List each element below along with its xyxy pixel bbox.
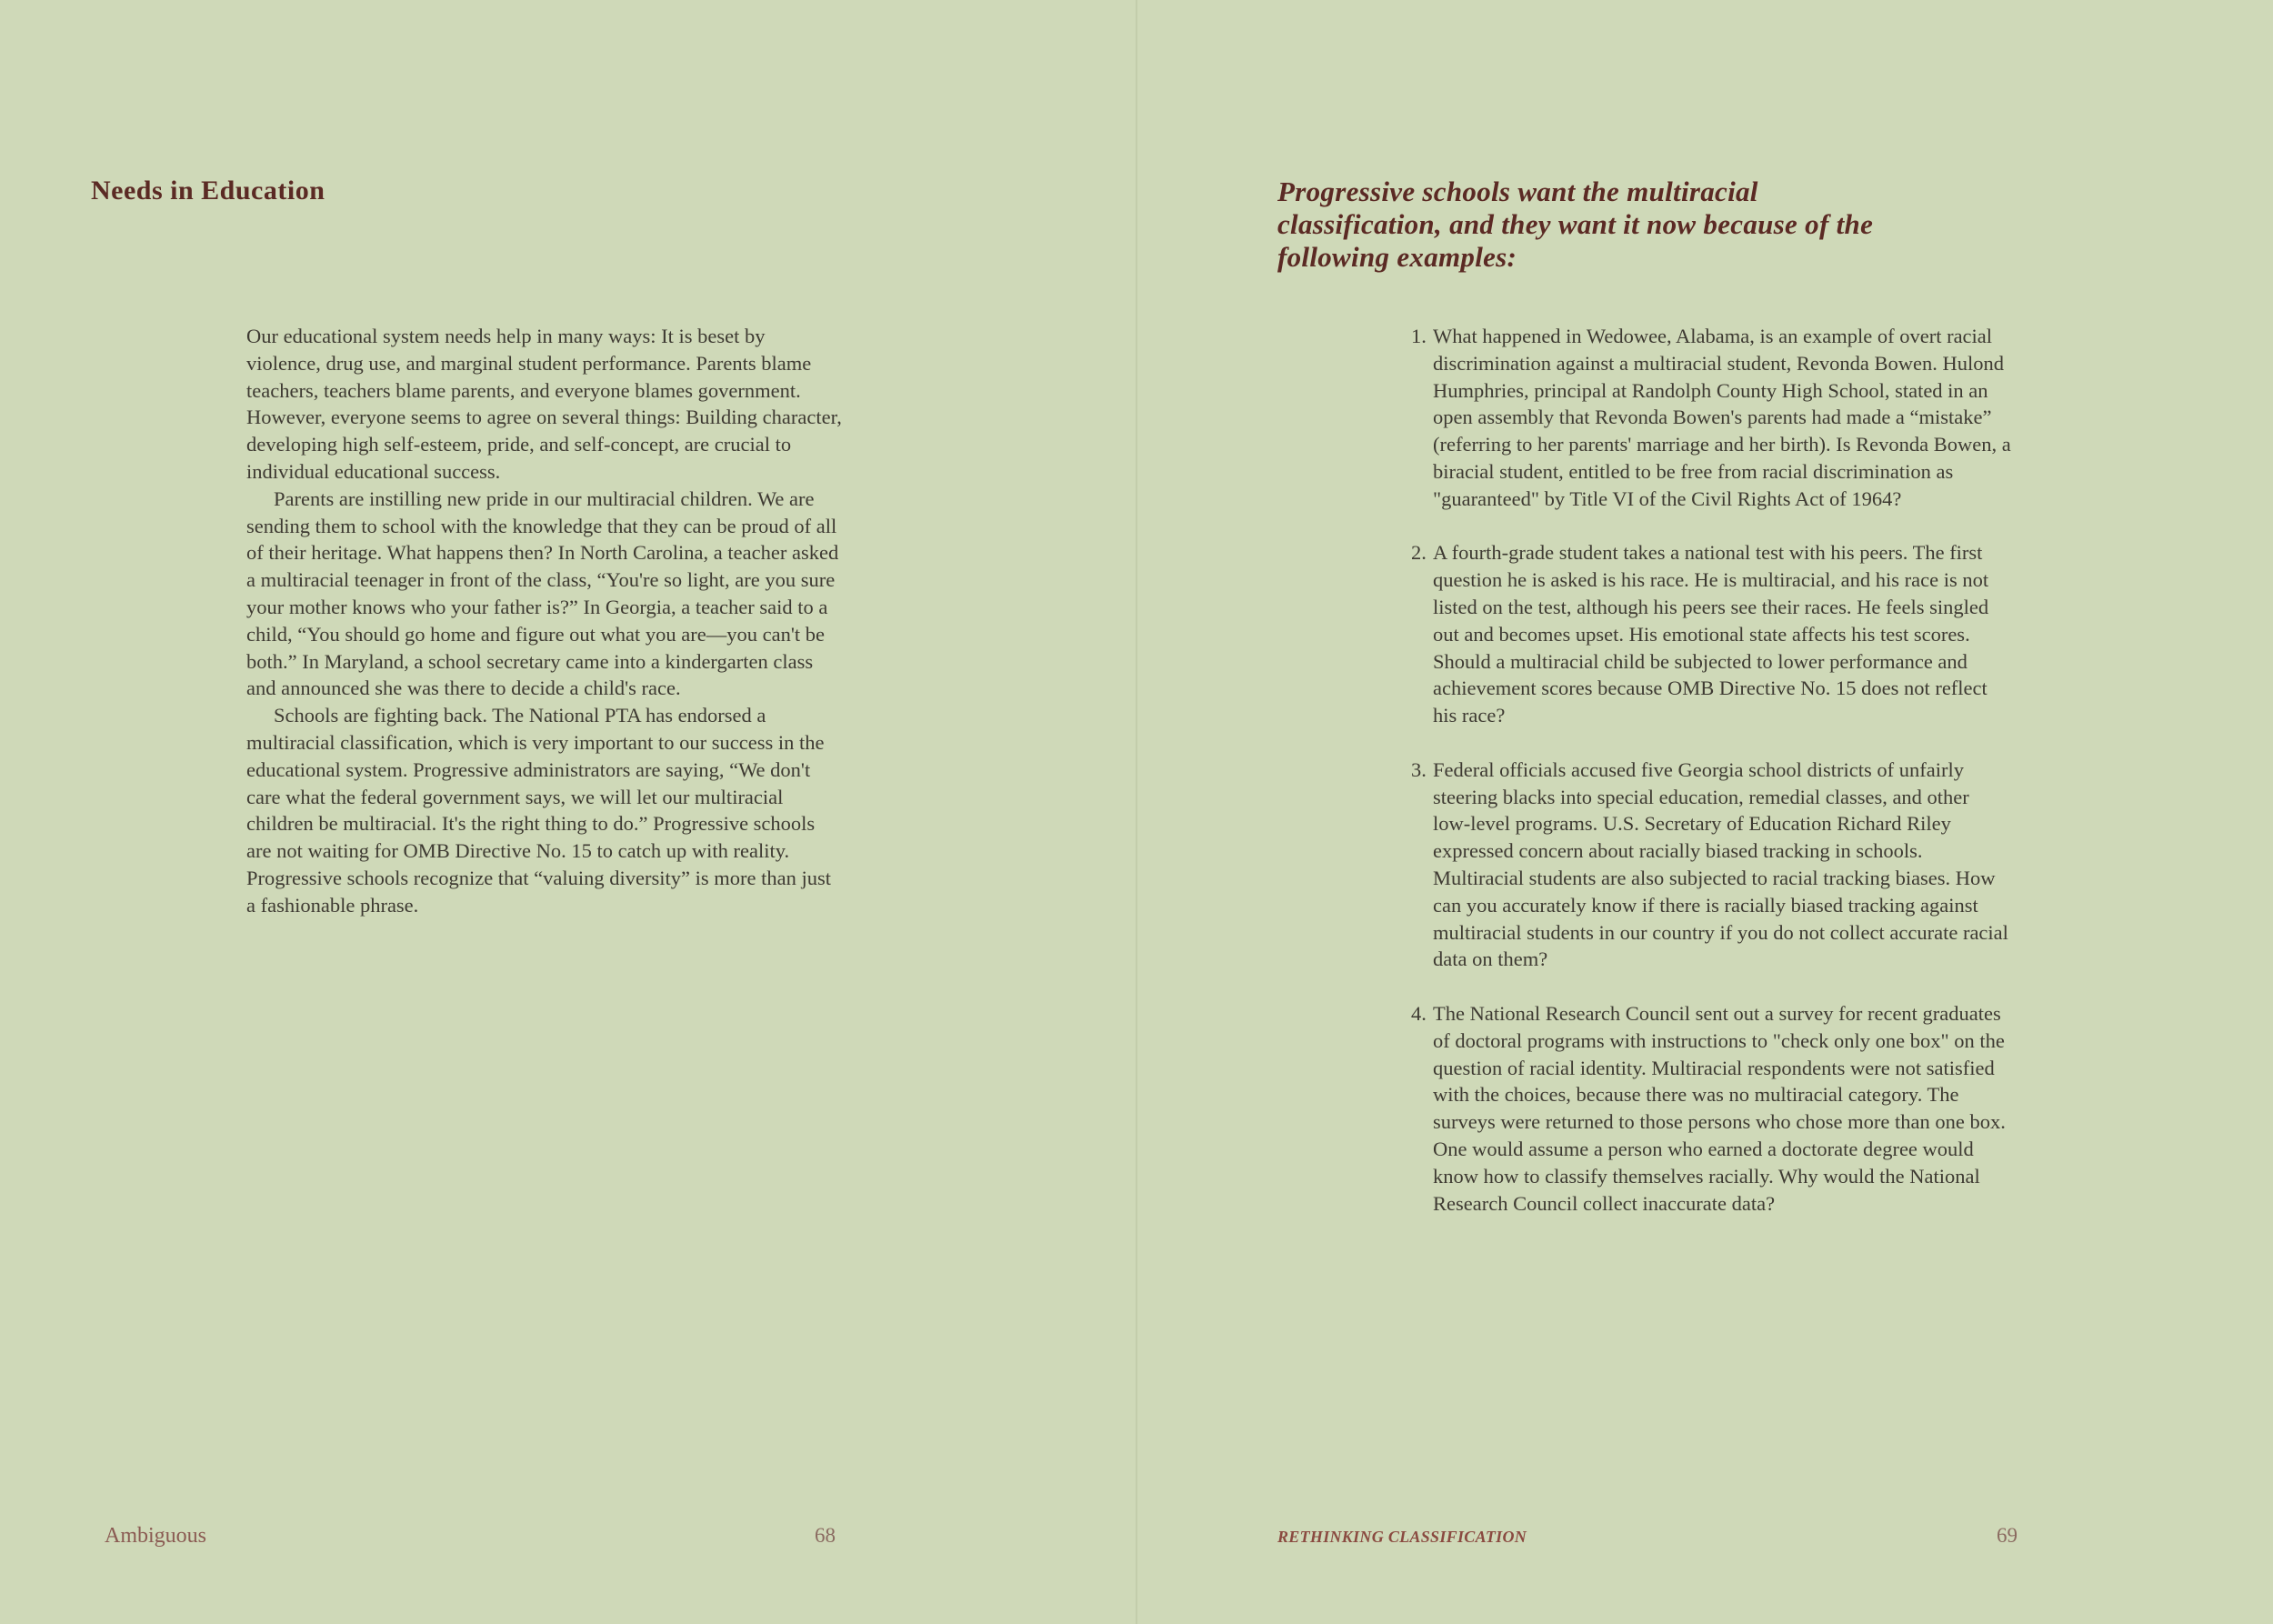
- list-number: 3.: [1411, 757, 1427, 781]
- paragraph: Parents are instilling new pride in our multiracial children. We are sending them to school with the knowledge that they can be proud of all of their heritage. What happens then? In North Carolina, a teacher asked a multiracial teenager in front of the class, “You're so light, are you sure your mother knows who your father is?” In Georgia, a teacher said to a child, “You should go home and figure out what you are—you can't be both.” In Maryland, a school secretary came into a kindergarten class and announced she was there to decide a child's race.: [246, 486, 839, 700]
- left-page: [0, 0, 1136, 1624]
- list-number: 4.: [1411, 1001, 1427, 1025]
- page-number: 69: [1997, 1524, 2018, 1547]
- list-item: [1411, 757, 2011, 973]
- list-text: What happened in Wedowee, Alabama, is an example of overt racial discrimination against a multiracial student, Revonda Bowen. Hulond Humphries, principal at Randolph County High School, stated in an open assembly that Revonda Bowen's parents had made a “mistake” (referring to her parents' marriage and her birth). Is Revonda Bowen, a biracial student, entitled to be free from racial discrimination as "guaranteed" by Title VI of the Civil Rights Act of 1964?: [1433, 325, 2011, 510]
- list-text: The National Research Council sent out a survey for recent graduates of doctoral programs with instructions to "check only one box" on the question of racial identity. Multiracial respondents were not satisfied with the choices, because there was no multiracial category. The surveys were returned to those persons who chose more than one box. One would assume a person who earned a doctorate degree would know how to classify themselves racially. Why would the National Research Council collect inaccurate data?: [1433, 1001, 2006, 1215]
- example-list: [1411, 323, 2011, 1244]
- paragraph: Schools are fighting back. The National PTA has endorsed a multiracial classification, which is very important to our success in the educational system. Progressive administrators are saying, “We don't care what the federal government says, we will let our multiracial children be multiracial. It's the right thing to do.” Progressive schools are not waiting for OMB Directive No. 15 to catch up with reality. Progressive schools recognize that “valuing diversity” is more than just a fashionable phrase.: [246, 704, 831, 917]
- page-number: 68: [815, 1524, 836, 1547]
- section-heading: Progressive schools want the multiracial classification, and they want it now because of the following examples:: [1277, 175, 1874, 273]
- running-footer-title: Ambiguous: [105, 1524, 207, 1548]
- paragraph: Our educational system needs help in many ways: It is beset by violence, drug use, and marginal student performance. Parents blame teachers, teachers blame parents, and everyone blames government. However, everyone seems to agree on several things: Building character, developing high self-esteem, pride, and self-concept, are crucial to individual educational success.: [246, 325, 842, 483]
- list-item: [1411, 1000, 2011, 1217]
- body-text: [246, 323, 843, 919]
- list-number: 2.: [1411, 541, 1427, 565]
- running-footer-title: RETHINKING CLASSIFICATION: [1277, 1528, 1527, 1546]
- list-item: [1411, 539, 2011, 729]
- list-text: Federal officials accused five Georgia school districts of unfairly steering blacks into special education, remedial classes, and other low-level programs. U.S. Secretary of Education Richard Riley expressed concern about racially biased tracking in schools. Multiracial students are also subjected to racial tracking biases. How can you accurately know if there is racially biased tracking against multiracial students in our country if you do not collect accurate racial data on them?: [1433, 757, 2008, 971]
- section-heading: Needs in Education: [91, 175, 325, 206]
- list-number: 1.: [1411, 325, 1427, 347]
- list-item: [1411, 323, 2011, 513]
- right-page: [1136, 0, 2273, 1624]
- list-text: A fourth-grade student takes a national test with his peers. The first question he is asked is his race. He is multiracial, and his race is not listed on the test, although his peers see their races. He feels singled out and becomes upset. His emotional state affects his test scores. Should a multiracial child be subjected to lower performance and achievement scores because OMB Directive No. 15 does not reflect his race?: [1433, 541, 1989, 727]
